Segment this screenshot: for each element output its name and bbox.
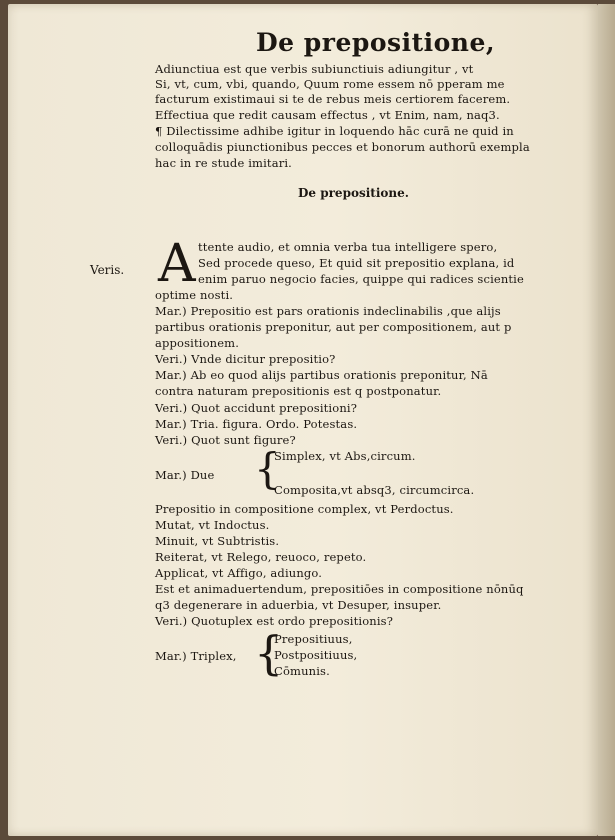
intro-line: Adiunctiua est que verbis subiunctiuis adiungitur , vt bbox=[155, 62, 474, 76]
ordo-item: Postpositiuus, bbox=[274, 648, 358, 662]
body-line: Mar.) Ab eo quod alijs partibus orationis preponitur, Nā bbox=[155, 368, 488, 382]
body-line: enim paruo negocio facies, quippe qui radices scientie bbox=[198, 272, 524, 286]
brace-symbol: { bbox=[254, 626, 284, 680]
body-line: Veri.) Vnde dicitur prepositio? bbox=[155, 352, 336, 366]
figure-lead: Mar.) Due bbox=[155, 468, 215, 482]
drop-cap: A bbox=[158, 234, 196, 294]
body-line: Veri.) Quot accidunt prepositioni? bbox=[155, 401, 358, 415]
figure-simple: Simplex, vt Abs,circum. bbox=[274, 449, 416, 463]
body-line: partibus orationis preponitur, aut per compositionem, aut p bbox=[155, 320, 512, 334]
body-line: Minuit, vt Subtristis. bbox=[155, 534, 280, 548]
body-line: contra naturam prepositionis est q postponatur. bbox=[155, 384, 442, 398]
body-line: Prepositio in compositione complex, vt Perdoctus. bbox=[155, 502, 454, 516]
section-heading: De prepositione. bbox=[298, 186, 409, 200]
body-line: q3 degenerare in aduerbia, vt Desuper, insuper. bbox=[155, 598, 442, 612]
intro-line: Si, vt, cum, vbi, quando, Quum rome essem nō pperam me bbox=[155, 77, 505, 91]
intro-line: Effectiua que redit causam effectus , vt Enim, nam, naq3. bbox=[155, 108, 500, 122]
intro-line: colloquādis piunctionibus pecces et bonorum authorū exempla bbox=[155, 140, 530, 154]
body-line: Sed procede queso, Et quid sit prepositio explana, id bbox=[198, 256, 515, 270]
body-line: Mar.) Prepositio est pars orationis indeclinabilis ,que alijs bbox=[155, 304, 501, 318]
brace-symbol: { bbox=[254, 444, 281, 493]
body-line: ttente audio, et omnia verba tua intelligere spero, bbox=[198, 240, 498, 254]
body-line: Veri.) Quotuplex est ordo prepositionis? bbox=[155, 614, 394, 628]
body-line: Mutat, vt Indoctus. bbox=[155, 518, 270, 532]
page-title: De prepositione, bbox=[256, 28, 496, 57]
body-line: Est et animaduertendum, prepositiōes in compositione nōnūq bbox=[155, 582, 524, 596]
page-edge bbox=[598, 4, 615, 836]
body-line: optime nosti. bbox=[155, 288, 234, 302]
intro-line: facturum existimaui si te de rebus meis certiorem facerem. bbox=[155, 92, 511, 106]
body-line: Mar.) Tria. figura. Ordo. Potestas. bbox=[155, 417, 358, 431]
intro-line: hac in re stude imitari. bbox=[155, 156, 292, 170]
figure-composite: Composita,vt absq3, circumcirca. bbox=[274, 483, 475, 497]
body-line: Veri.) Quot sunt figure? bbox=[155, 433, 296, 447]
ordo-lead: Mar.) Triplex, bbox=[155, 649, 237, 663]
ordo-item: Prepositiuus, bbox=[274, 632, 353, 646]
ordo-item: Cōmunis. bbox=[274, 664, 330, 678]
body-line: Reiterat, vt Relego, reuoco, repeto. bbox=[155, 550, 367, 564]
body-line: Applicat, vt Affigo, adiungo. bbox=[155, 566, 323, 580]
margin-speaker-label: Veris. bbox=[90, 263, 125, 277]
body-line: appositionem. bbox=[155, 336, 240, 350]
intro-line: ¶ Dilectissime adhibe igitur in loquendo hāc curā ne quid in bbox=[155, 124, 514, 138]
